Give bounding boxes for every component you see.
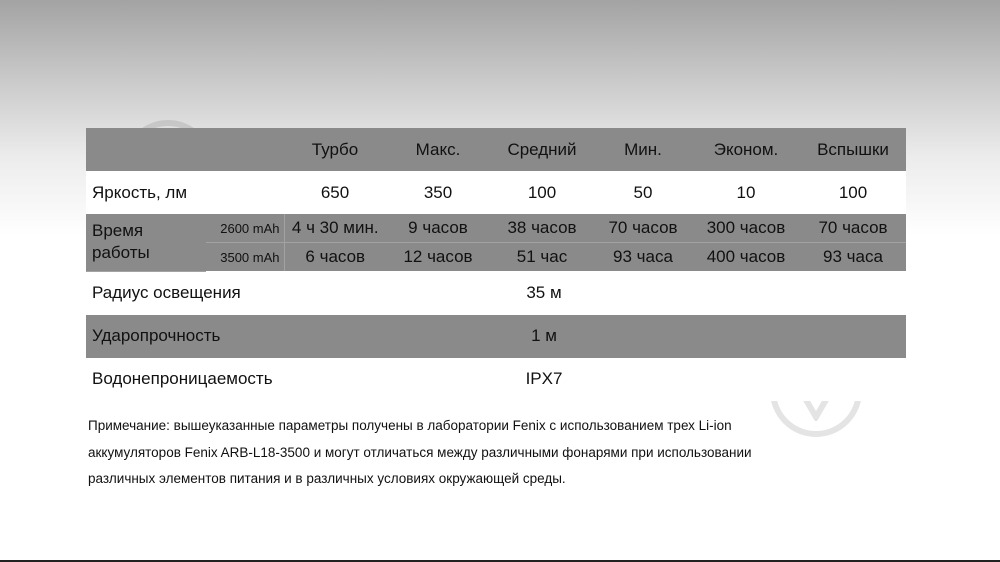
- runtime-value: 70 часов: [594, 214, 692, 243]
- header-row: [86, 128, 906, 171]
- waterproof-value: [284, 358, 906, 401]
- waterproof-row: [86, 358, 906, 401]
- header-medium: Средний: [507, 139, 577, 159]
- header-min: Мин.: [624, 139, 662, 159]
- runtime-value: 6 часов: [305, 247, 366, 266]
- footnote-line: Примечание: вышеуказанные параметры получены в лаборатории Fenix с использованием трех Li-ion: [88, 418, 732, 433]
- runtime-value: 9 часов: [386, 214, 490, 243]
- runtime-value: 93 часа: [823, 247, 883, 266]
- brightness-label: Яркость, лм: [92, 182, 188, 202]
- brightness-value: 100: [838, 182, 868, 202]
- runtime-value: 51 час: [516, 247, 568, 266]
- impact-row: [86, 315, 906, 358]
- runtime-value: 38 часов: [490, 214, 594, 243]
- runtime-row-3500: [86, 243, 906, 272]
- header-corner: [86, 128, 284, 171]
- runtime-value: 93 часа: [613, 247, 673, 266]
- range-row: [86, 271, 906, 315]
- runtime-value: 400 часов: [706, 247, 786, 266]
- brightness-value: 10: [736, 182, 756, 202]
- runtime-value: 300 часов: [692, 214, 800, 243]
- runtime-value: 12 часов: [403, 247, 473, 266]
- spec-table: [86, 128, 906, 401]
- footnote-line: аккумуляторов Fenix ARB-L18-3500 и могут отличаться между различными фонарями при использовании: [88, 444, 752, 460]
- runtime-label: [86, 214, 206, 271]
- runtime-label-line1: Время: [92, 221, 144, 241]
- header-max: Макс.: [415, 139, 461, 159]
- footnote: [88, 413, 848, 493]
- brightness-value: 50: [633, 182, 653, 202]
- header-turbo: Турбо: [311, 139, 359, 159]
- brightness-value: 100: [527, 182, 557, 202]
- runtime-value: 70 часов: [800, 214, 906, 243]
- header-eco: Эконом.: [713, 139, 779, 159]
- waterproof-value-text: IPX7: [525, 369, 563, 388]
- battery-3500-label: 3500 mAh: [206, 243, 284, 272]
- range-label: Радиус освещения: [92, 283, 241, 302]
- footnote-line: различных элементов питания и в различных условиях окружающей среды.: [88, 471, 566, 486]
- waterproof-label: Водонепроницаемость: [92, 369, 273, 388]
- impact-value-text: 1 м: [531, 326, 557, 345]
- header-strobe: Вспышки: [817, 139, 889, 159]
- range-value: [284, 271, 906, 315]
- runtime-label-line2: работы: [92, 243, 150, 263]
- impact-label: Ударопрочность: [92, 326, 221, 345]
- runtime-value: 4 ч 30 мин.: [284, 214, 386, 243]
- range-value-text: 35 м: [526, 282, 562, 302]
- brightness-row: [86, 171, 906, 214]
- runtime-row-2600: [86, 214, 906, 243]
- brightness-value: 650: [320, 182, 350, 202]
- brightness-value: 350: [423, 182, 453, 202]
- battery-2600-label: 2600 mAh: [206, 214, 284, 243]
- impact-value: [284, 315, 906, 358]
